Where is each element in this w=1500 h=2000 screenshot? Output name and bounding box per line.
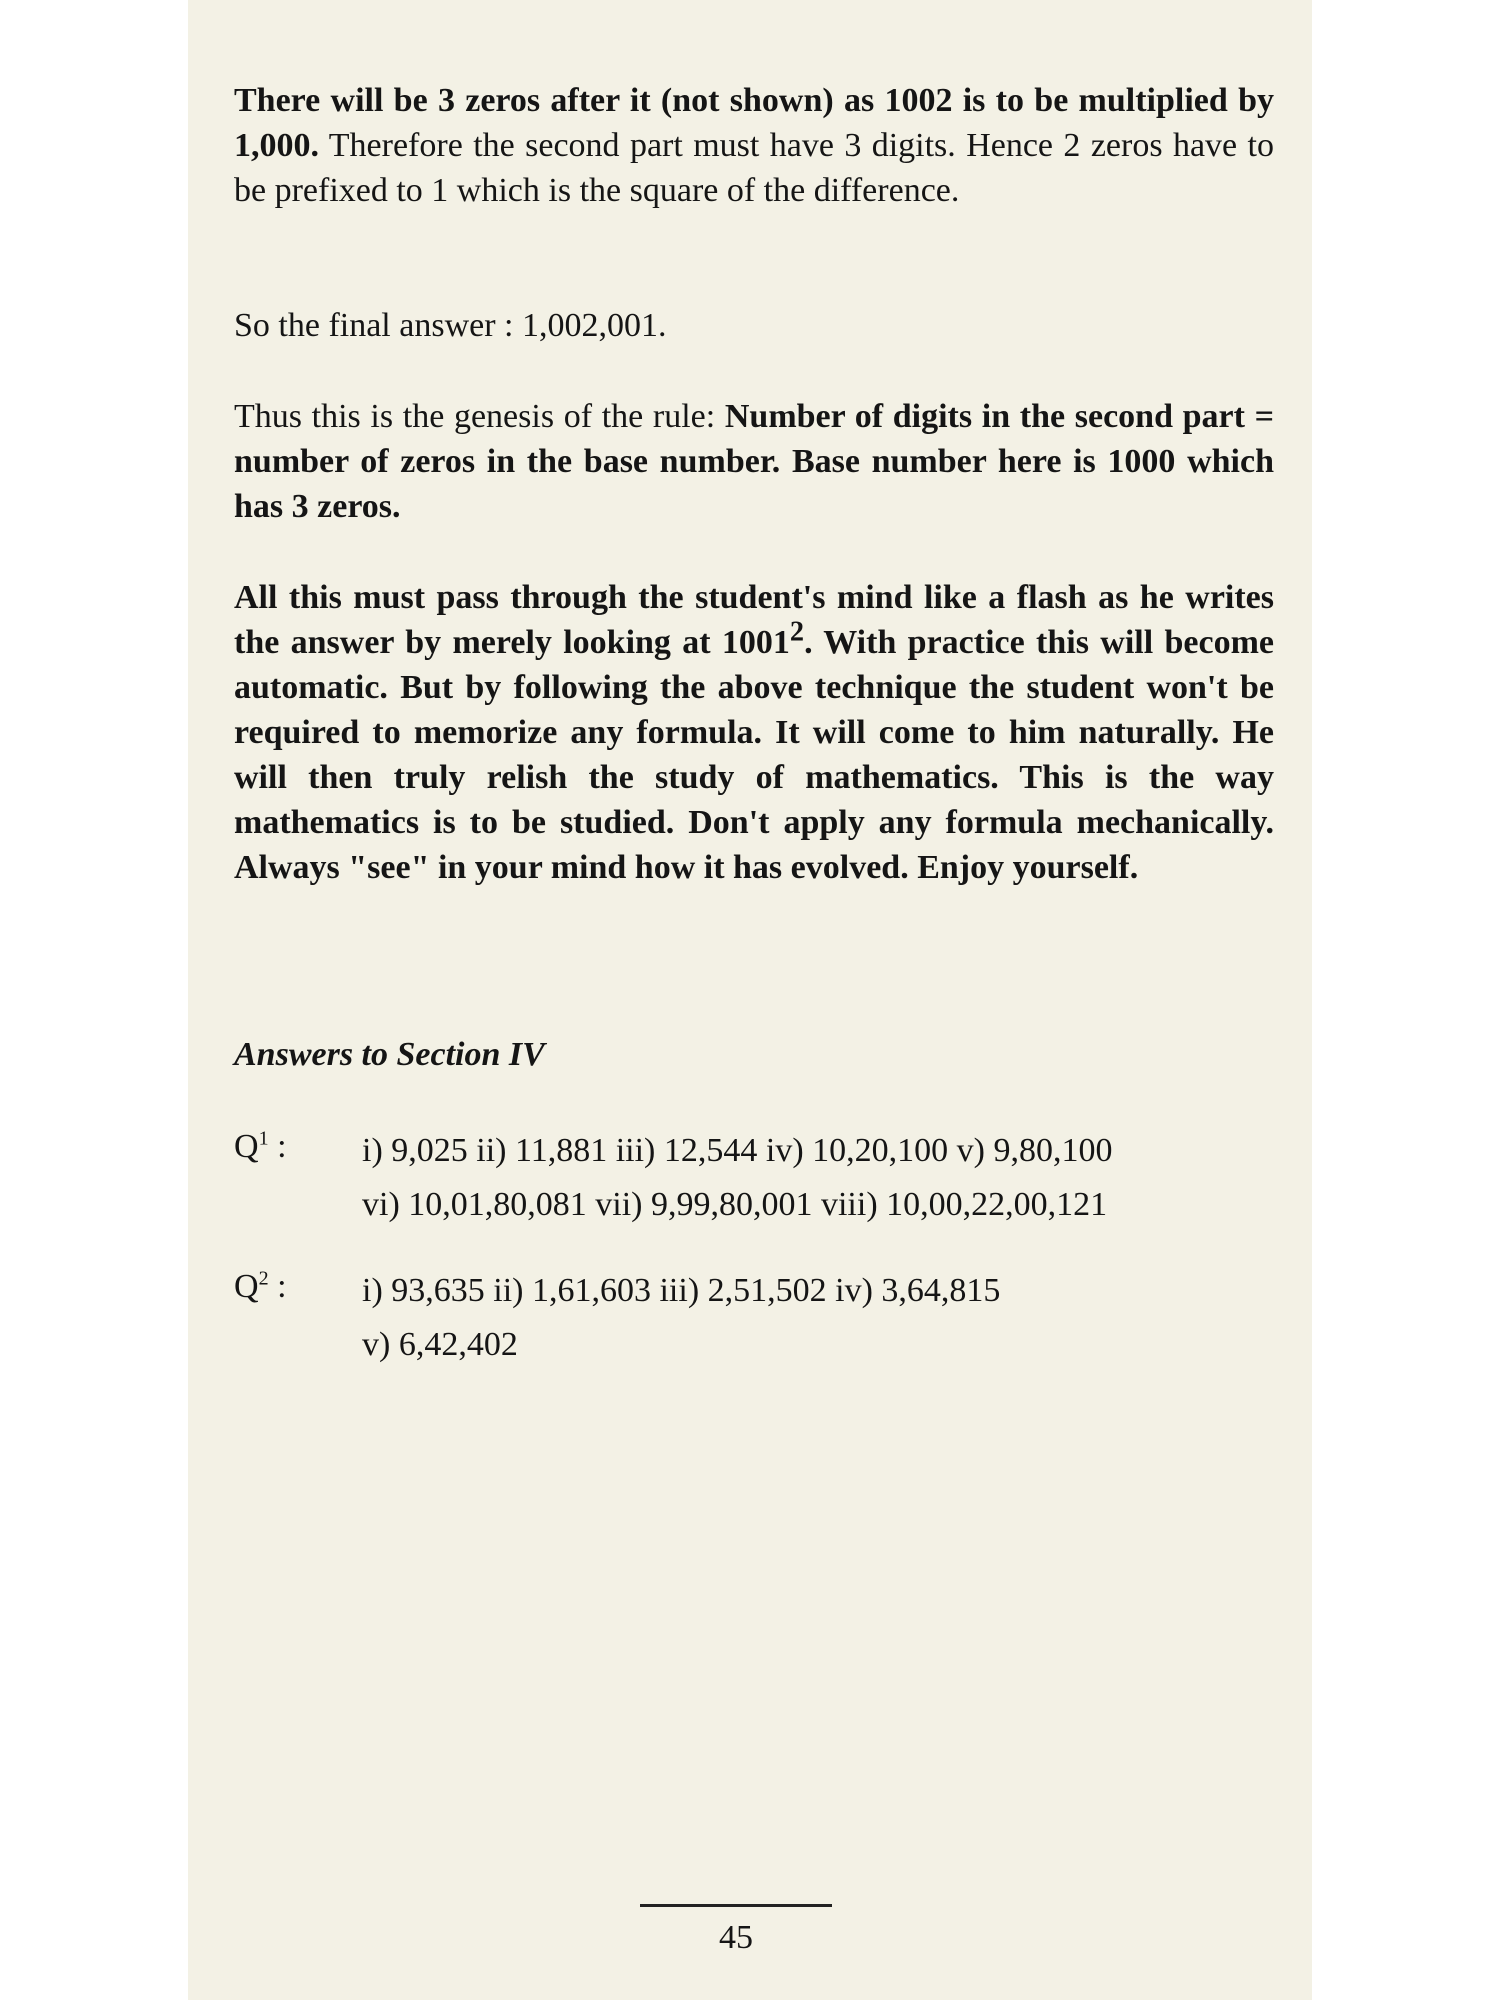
paragraph-text: All this must pass through the student's mind like a flash as he writes the answer by merely looking at 1001 xyxy=(234,579,1274,661)
answer-line: i) 9,025 ii) 11,881 iii) 12,544 iv) 10,20,100 v) 9,80,100 xyxy=(362,1132,1113,1169)
book-page xyxy=(188,0,1312,2000)
paragraph-bold-text: Number of digits in the second part = number of zeros in the base number. Base number here is 1000 which has 3 zeros. xyxy=(234,398,1274,525)
superscript: 2 xyxy=(789,616,805,648)
answer-body-q2 xyxy=(362,1264,1262,1372)
right-margin xyxy=(1312,0,1500,2000)
answer-line: v) 6,42,402 xyxy=(362,1326,518,1363)
section-heading: Answers to Section IV xyxy=(234,1036,545,1073)
question-colon: : xyxy=(268,1128,287,1165)
paragraph-text: Therefore the second part must have 3 digits. Hence 2 zeros have to be prefixed to 1 which is the square of the difference. xyxy=(234,127,1274,209)
paragraph-text: . With practice this will become automatic. But by following the above technique the student won't be required to memorize any formula. It will come to him naturally. He will then truly relish the study of mathematics. This is the way mathematics is to be studied. Don't apply any formula mechanically. Always "see" in your mind how it has evolved. Enjoy yourself. xyxy=(234,624,1275,886)
page-number-rule xyxy=(640,1904,832,1907)
answer-body-q1 xyxy=(362,1124,1262,1232)
question-letter: Q xyxy=(234,1268,259,1305)
paragraph-final-answer: So the final answer : 1,002,001. xyxy=(234,307,667,344)
page-number: 45 xyxy=(719,1919,753,1956)
paragraph-text: Thus this is the genesis of the rule: xyxy=(234,398,725,435)
paragraph-advice xyxy=(234,575,1274,890)
paragraph-zeros-explanation xyxy=(234,78,1274,213)
answer-line: vi) 10,01,80,081 vii) 9,99,80,001 viii) 10,00,22,00,121 xyxy=(362,1186,1108,1223)
left-margin xyxy=(0,0,188,2000)
question-colon: : xyxy=(268,1268,287,1305)
answer-label-q1 xyxy=(234,1124,287,1169)
question-letter: Q xyxy=(234,1128,259,1165)
answer-line: i) 93,635 ii) 1,61,603 iii) 2,51,502 iv) 3,64,815 xyxy=(362,1272,1001,1309)
answer-label-q2 xyxy=(234,1264,287,1309)
question-number: 1 xyxy=(258,1127,269,1150)
question-number: 2 xyxy=(258,1267,269,1290)
paragraph-rule-genesis xyxy=(234,394,1274,529)
paragraph-bold-text: There will be 3 zeros after it (not shown) as 1002 is to be multiplied by 1,000. xyxy=(234,82,1274,164)
